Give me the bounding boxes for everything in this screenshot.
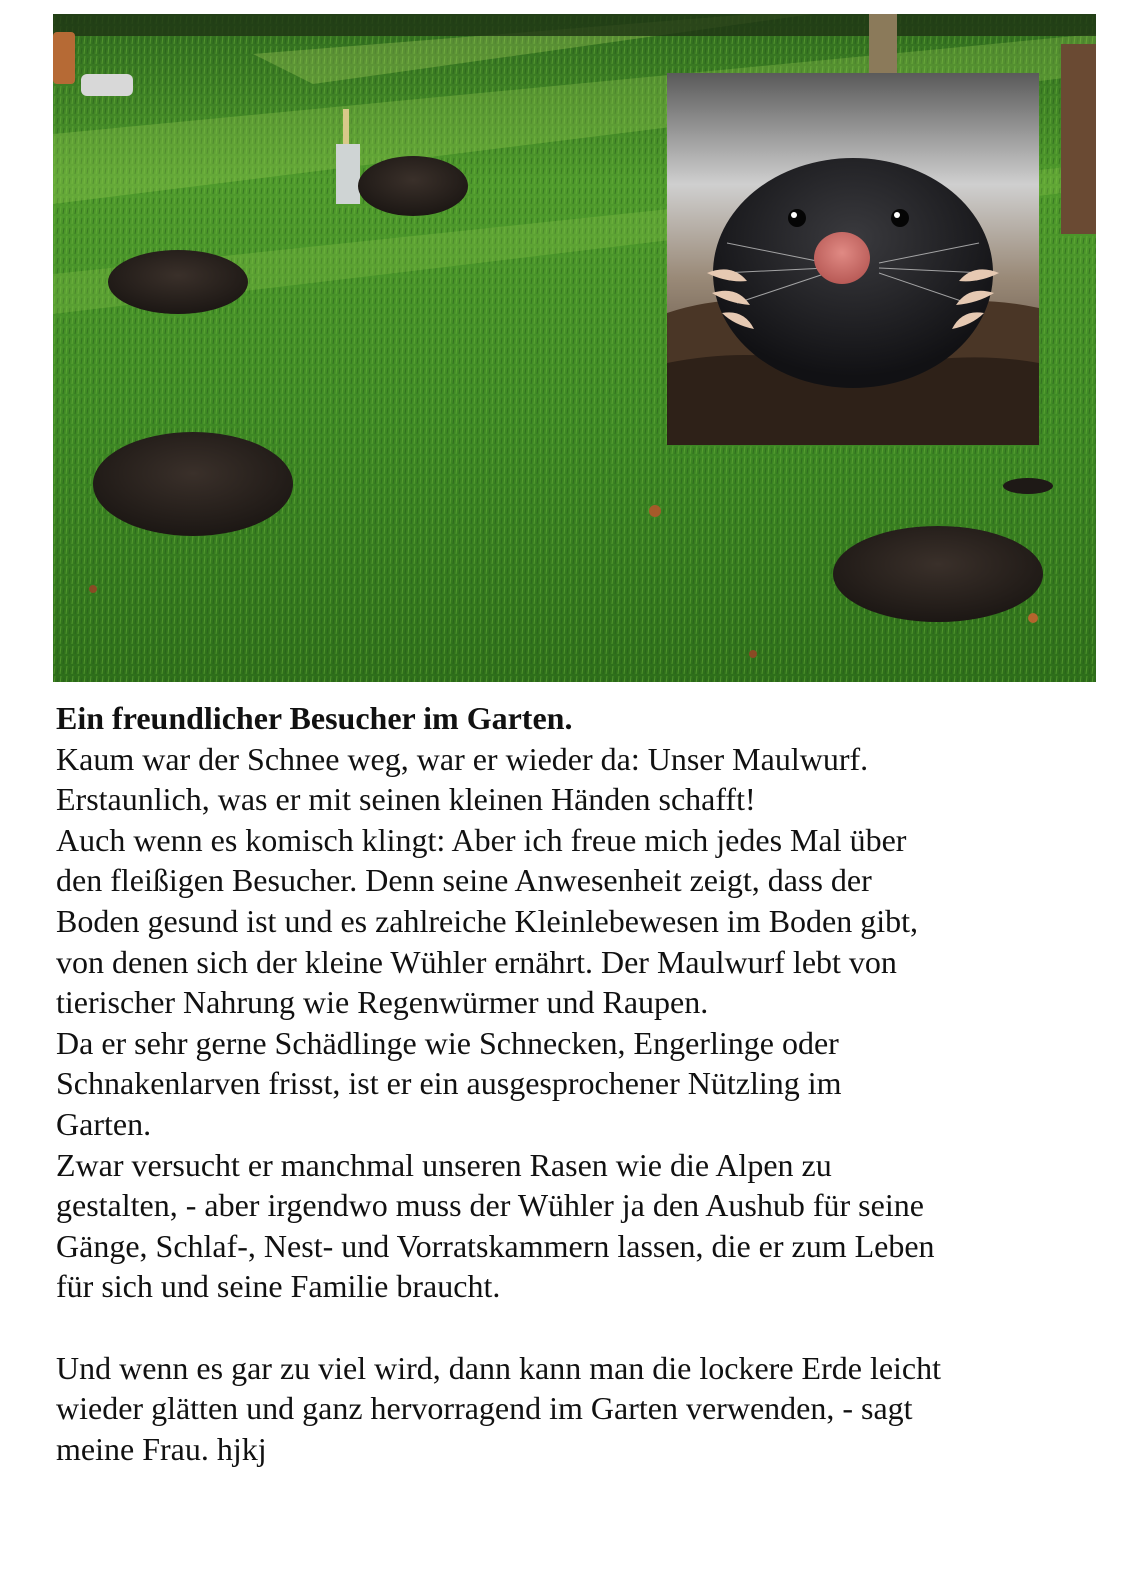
paragraph-line: Auch wenn es komisch klingt: Aber ich freue mich jedes Mal über [56,821,907,858]
mole-illustration [667,73,1039,445]
paragraph-line: Und wenn es gar zu viel wird, dann kann man die lockere Erde leicht [56,1349,942,1386]
article-title: Ein freundlicher Besucher im Garten. [56,700,573,736]
paragraph-line: tierischer Nahrung wie Regenwürmer und Raupen. [56,984,709,1021]
paragraph-line: Erstaunlich, was er mit seinen kleinen Händen schafft! [56,781,756,818]
paragraph-line: Garten. [56,1105,152,1142]
paragraph-line: wieder glätten und ganz hervorragend im Garten verwenden, - sagt [56,1390,913,1427]
paragraph-line: Da er sehr gerne Schädlinge wie Schnecken, Engerlinge oder [56,1024,839,1061]
paragraph-line: den fleißigen Besucher. Denn seine Anwesenheit zeigt, dass der [56,862,872,899]
paragraph-line: gestalten, - aber irgendwo muss der Wühler ja den Aushub für seine [56,1187,924,1224]
paragraph-line: von denen sich der kleine Wühler ernährt. Der Maulwurf lebt von [56,943,897,980]
paragraph-line: meine Frau. hjkj [56,1430,267,1467]
article-body [56,698,1096,1469]
paragraph-line: Zwar versucht er manchmal unseren Rasen wie die Alpen zu [56,1146,832,1183]
paragraph-line: Schnakenlarven frisst, ist er ein ausgesprochener Nützling im [56,1065,842,1102]
paragraph-line: Gänge, Schlaf-, Nest- und Vorratskammern lassen, die er zum Leben [56,1227,935,1264]
paragraph-line: Kaum war der Schnee weg, war er wieder da: Unser Maulwurf. [56,740,869,777]
blank-line [56,1307,1096,1348]
paragraph-line: Boden gesund ist und es zahlreiche Kleinlebewesen im Boden gibt, [56,902,919,939]
mole-inset-image [667,73,1039,445]
paragraph-line: für sich und seine Familie braucht. [56,1268,501,1305]
